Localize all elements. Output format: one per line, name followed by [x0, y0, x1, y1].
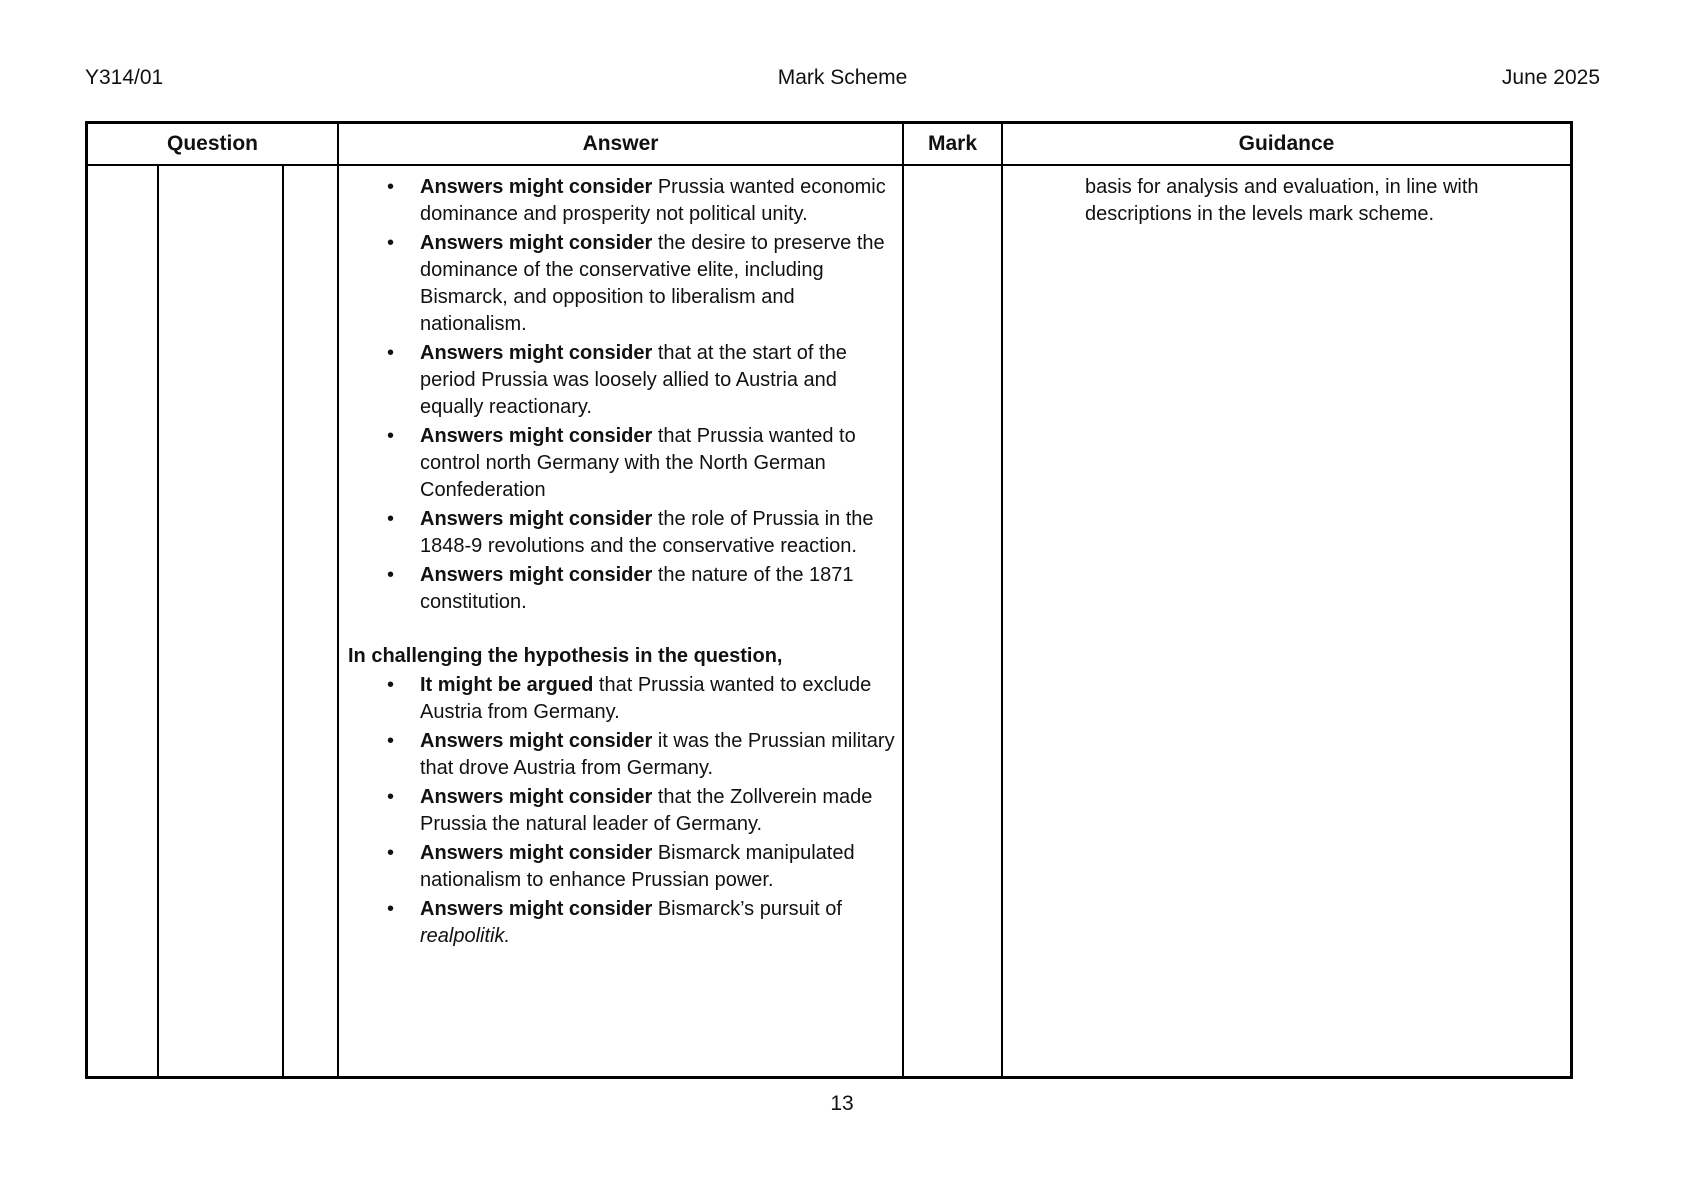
answer-bullet: • Answers might consider it was the Prussian military that drove Austria from Germany.	[339, 728, 896, 782]
column-header-mark: Mark	[904, 124, 1003, 166]
answer-bullet: • Answers might consider the desire to preserve the dominance of the conservative elite, including Bismarck, and opposition to liberalism and nationalism.	[339, 230, 896, 338]
column-header-question: Question	[88, 124, 339, 166]
answer-bullet: • Answers might consider Prussia wanted economic dominance and prosperity not political unity.	[339, 174, 896, 228]
column-header-guidance: Guidance	[1003, 124, 1570, 166]
question-subpart-cell	[159, 166, 284, 1076]
challenge-heading: In challenging the hypothesis in the question,	[348, 645, 783, 667]
answer-bullet: • Answers might consider that at the start of the period Prussia was loosely allied to Austria and equally reactionary.	[339, 340, 896, 421]
question-number-cell	[88, 166, 159, 1076]
answer-bullet: • Answers might consider the role of Prussia in the 1848-9 revolutions and the conservative reaction.	[339, 506, 896, 560]
mark-cell	[904, 166, 1003, 1076]
answer-bullet: • Answers might consider Bismarck’s pursuit of realpolitik.	[339, 896, 896, 950]
answer-bullet: • It might be argued that Prussia wanted to exclude Austria from Germany.	[339, 672, 896, 726]
challenging-bullet-list	[339, 672, 896, 950]
answer-bullet: • Answers might consider that the Zollverein made Prussia the natural leader of Germany.	[339, 784, 896, 838]
page-number: 13	[830, 1092, 854, 1115]
question-marks-cell	[284, 166, 339, 1076]
answer-bullet: • Answers might consider that Prussia wanted to control north Germany with the North German Confederation	[339, 423, 896, 504]
session-date: June 2025	[1501, 66, 1600, 89]
paper-code: Y314/01	[85, 66, 164, 89]
document-title: Mark Scheme	[777, 66, 908, 89]
column-header-answer: Answer	[339, 124, 904, 166]
mark-scheme-table	[85, 121, 1573, 1079]
supporting-bullet-list	[339, 174, 896, 616]
guidance-text: basis for analysis and evaluation, in line with descriptions in the levels mark scheme.	[1085, 176, 1479, 225]
guidance-cell	[1003, 166, 1570, 1076]
answer-bullet: • Answers might consider the nature of the 1871 constitution.	[339, 562, 896, 616]
answer-bullet: • Answers might consider Bismarck manipulated nationalism to enhance Prussian power.	[339, 840, 896, 894]
page-header	[85, 66, 1600, 92]
answer-cell	[339, 166, 904, 1076]
